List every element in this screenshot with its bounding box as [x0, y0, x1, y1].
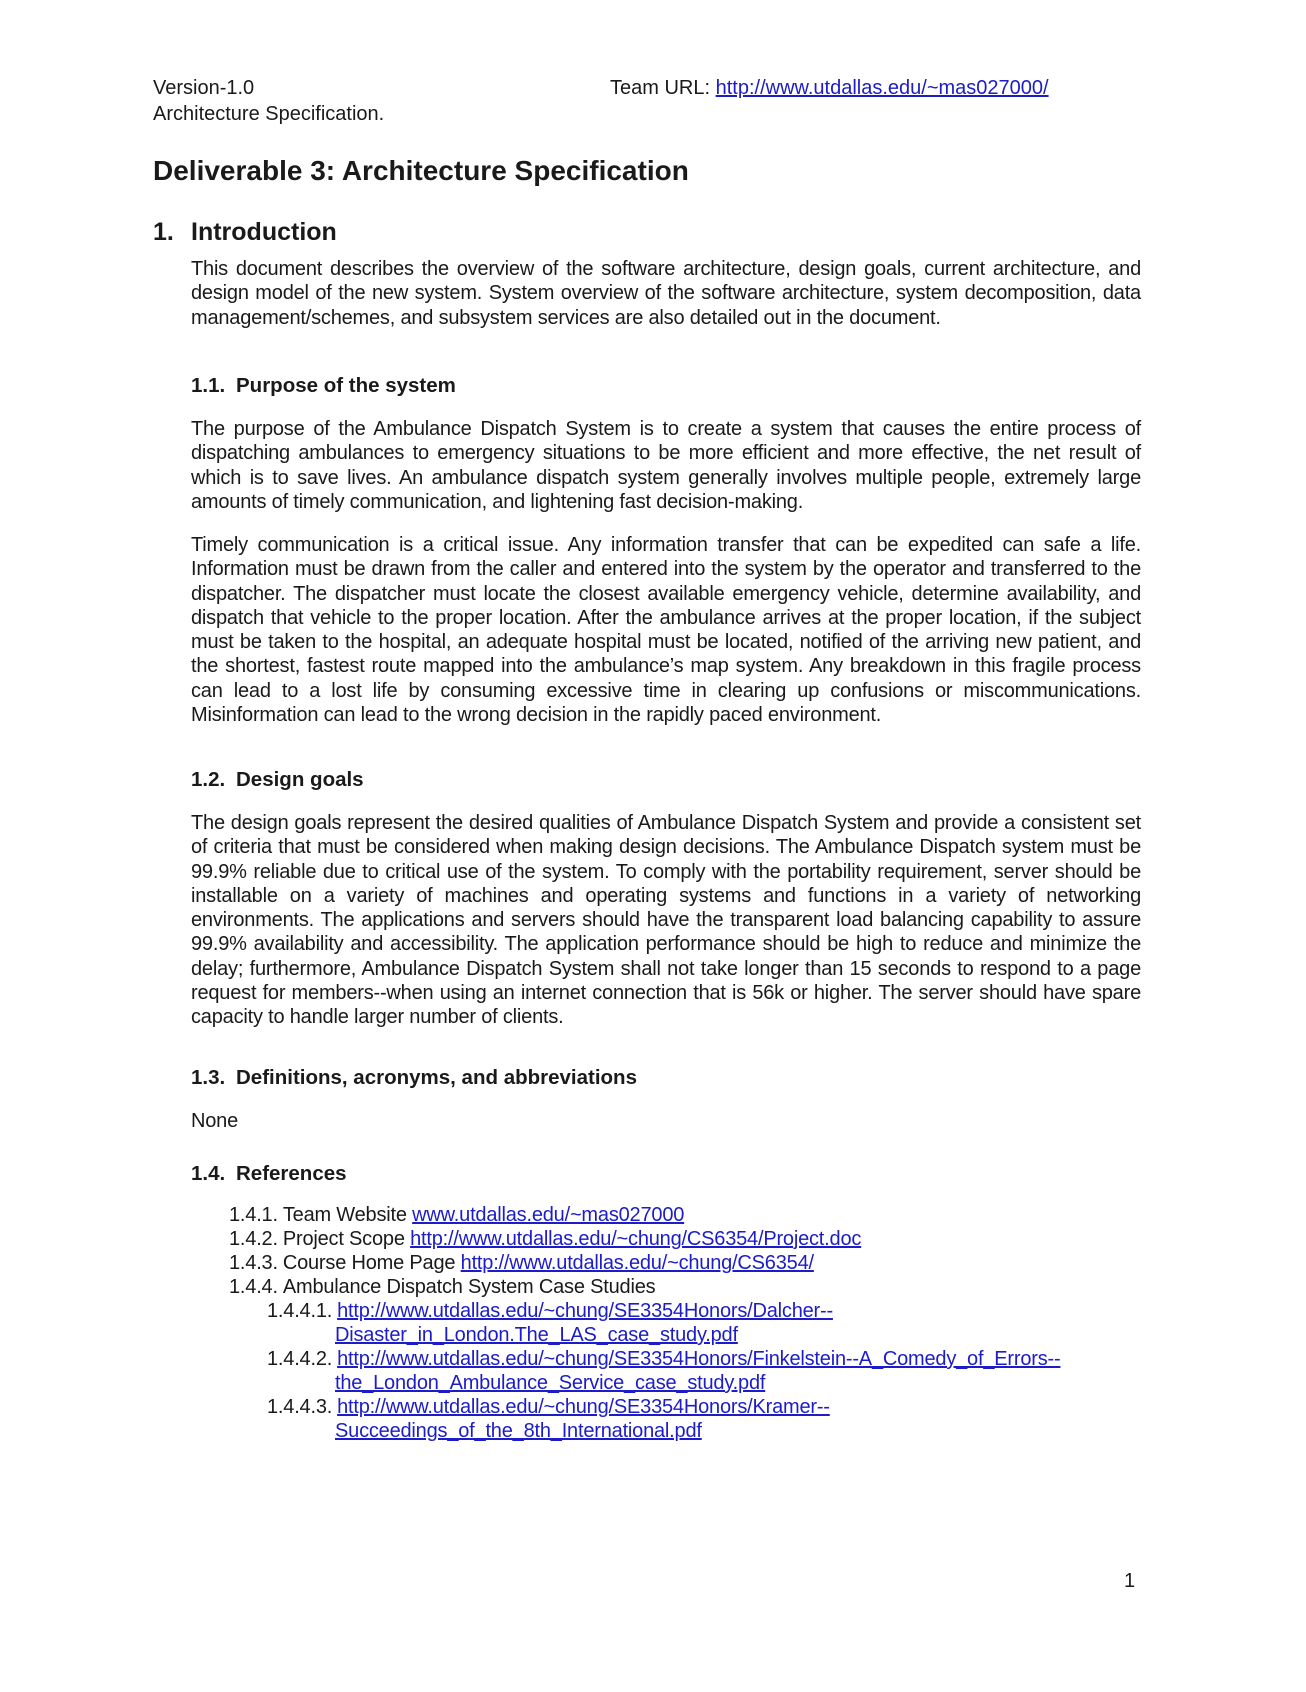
- reference-link[interactable]: http://www.utdallas.edu/~chung/SE3354Honors/Finkelstein--A_Comedy_of_Errors--: [337, 1348, 1061, 1370]
- document-subtitle: Architecture Specification.: [153, 103, 385, 125]
- subsection-number: 1.1.: [191, 374, 226, 397]
- team-url-label: Team URL:: [610, 77, 716, 99]
- reference-link-continued[interactable]: Succeedings_of_the_8th_International.pdf: [335, 1420, 702, 1442]
- reference-label: Course Home Page: [282, 1252, 461, 1274]
- subsection-number: 1.2.: [191, 768, 226, 791]
- page-header-right: [610, 75, 1049, 101]
- page-number: 1: [1124, 1570, 1136, 1592]
- intro-paragraph: This document describes the overview of the software architecture, design goals, current architecture, and design model of the new system. System overview of the software architecture, system decomposition, data management/schemes, and subsystem services are also detailed out in the document.: [191, 258, 1141, 329]
- section-number: 1.: [153, 218, 174, 246]
- reference-number: 1.4.4.3.: [267, 1396, 333, 1418]
- reference-item-case-studies: [229, 1275, 655, 1299]
- reference-number: 1.4.2.: [229, 1228, 278, 1250]
- reference-number: 1.4.1.: [229, 1204, 278, 1226]
- reference-link-continued[interactable]: Disaster_in_London.The_LAS_case_study.pdf: [335, 1324, 738, 1346]
- reference-number: 1.4.3.: [229, 1252, 278, 1274]
- reference-link[interactable]: http://www.utdallas.edu/~chung/SE3354Honors/Kramer--: [337, 1396, 830, 1418]
- section-title: Introduction: [191, 218, 337, 246]
- subsection-title: Definitions, acronyms, and abbreviations: [236, 1066, 637, 1089]
- page-header-left: [153, 75, 384, 127]
- subsection-title: References: [236, 1162, 347, 1185]
- subsection-heading-references: [191, 1161, 347, 1187]
- reference-link-continued[interactable]: the_London_Ambulance_Service_case_study.pdf: [335, 1372, 766, 1394]
- reference-number: 1.4.4.1.: [267, 1300, 333, 1322]
- reference-item-course-home: [229, 1251, 814, 1275]
- subsection-number: 1.4.: [191, 1162, 226, 1185]
- purpose-paragraph-1: The purpose of the Ambulance Dispatch System is to create a system that causes the entire process of dispatching ambulances to emergency situations to be more efficient and more effective, the net result of which is to save lives. An ambulance dispatch system generally involves multiple people, extremely large amounts of timely communication, and lightening fast decision-making.: [191, 418, 1141, 513]
- subsection-heading-definitions: [191, 1065, 637, 1091]
- reference-item-project-scope: [229, 1227, 861, 1251]
- reference-subitem-dalcher: [267, 1299, 833, 1323]
- definitions-paragraph: None: [191, 1110, 239, 1132]
- reference-item-team-website: [229, 1203, 684, 1227]
- reference-subitem-dalcher-continued: [335, 1323, 738, 1347]
- subsection-title: Purpose of the system: [236, 374, 456, 397]
- reference-number: 1.4.4.2.: [267, 1348, 333, 1370]
- reference-subitem-kramer: [267, 1395, 830, 1419]
- reference-link[interactable]: www.utdallas.edu/~mas027000: [412, 1204, 685, 1226]
- reference-link[interactable]: http://www.utdallas.edu/~chung/CS6354/: [460, 1252, 814, 1274]
- subsection-heading-purpose: [191, 373, 456, 399]
- subsection-number: 1.3.: [191, 1066, 226, 1089]
- team-url-link[interactable]: http://www.utdallas.edu/~mas027000/: [715, 77, 1049, 99]
- reference-number: 1.4.4.: [229, 1276, 278, 1298]
- reference-label: Team Website: [282, 1204, 413, 1226]
- reference-link[interactable]: http://www.utdallas.edu/~chung/CS6354/Project.doc: [410, 1228, 862, 1250]
- reference-subitem-finkelstein-continued: [335, 1371, 765, 1395]
- version-label: Version-1.0: [153, 77, 255, 99]
- reference-label: Project Scope: [282, 1228, 411, 1250]
- reference-link[interactable]: http://www.utdallas.edu/~chung/SE3354Honors/Dalcher--: [337, 1300, 833, 1322]
- design-goals-paragraph: The design goals represent the desired qualities of Ambulance Dispatch System and provide a consistent set of criteria that must be considered when making design decisions. The Ambulance Dispatch system must be 99.9% reliable due to critical use of the system. To comply with the portability requirement, server should be installable on a variety of machines and operating systems and functions in a variety of networking environments. The applications and servers should have the transparent load balancing capability to assure 99.9% availability and accessibility. The application performance should be high to reduce and minimize the delay; furthermore, Ambulance Dispatch System shall not take longer than 15 seconds to respond to a page request for members--when using an internet connection that is 56k or higher. The server should have spare capacity to handle larger number of clients.: [191, 812, 1141, 1029]
- reference-subitem-kramer-continued: [335, 1419, 702, 1443]
- subsection-title: Design goals: [236, 768, 364, 791]
- subsection-heading-design-goals: [191, 767, 364, 793]
- page-title: Deliverable 3: Architecture Specification: [153, 155, 689, 186]
- purpose-paragraph-2: Timely communication is a critical issue. Any information transfer that can be expedited can safe a life. Information must be drawn from the caller and entered into the system by the operator and transferred to the dispatcher. The dispatcher must locate the closest available emergency vehicle, determine availability, and dispatch that vehicle to the proper location. After the ambulance arrives at the proper location, if the subject must be taken to the hospital, an adequate hospital must be located, notified of the arriving new patient, and the shortest, fastest route mapped into the ambulance’s map system. Any breakdown in this fragile process can lead to a lost life by consuming excessive time in clearing up confusions or miscommunications. Misinformation can lead to the wrong decision in the rapidly paced environment.: [191, 534, 1141, 727]
- reference-label: Ambulance Dispatch System Case Studies: [282, 1276, 656, 1298]
- reference-subitem-finkelstein: [267, 1347, 1060, 1371]
- section-heading-introduction: [153, 216, 337, 248]
